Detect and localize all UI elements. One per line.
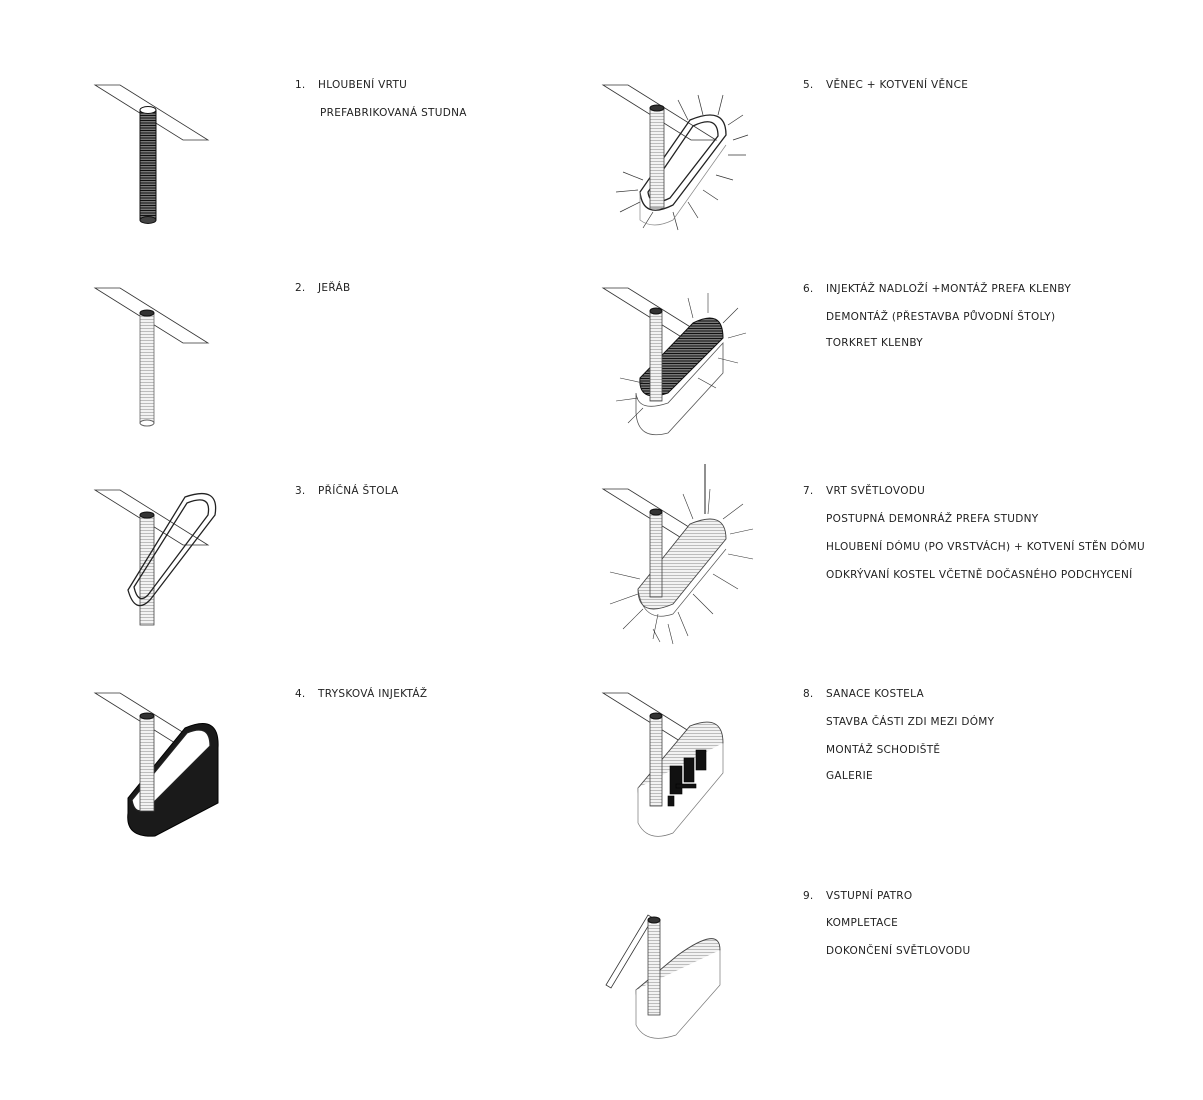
well-shaft [650, 716, 662, 806]
step-8-line-3: MONTÁŽ SCHODIŠTĚ [826, 744, 941, 756]
step-3-line-1: PŘÍČNÁ ŠTOLA [318, 485, 399, 497]
step-1-number: 1. [295, 79, 306, 91]
step-2-line-1: JEŘÁB [318, 282, 351, 294]
well-shaft [140, 716, 154, 811]
step-6-drawing [598, 283, 758, 453]
step-9-line-1: VSTUPNÍ PATRO [826, 890, 913, 902]
step-7-line-2: POSTUPNÁ DEMONRÁŽ PREFA STUDNY [826, 513, 1039, 525]
ring-anchors [616, 95, 748, 230]
step-7-line-3: HLOUBENÍ DÓMU (PO VRSTVÁCH) + KOTVENÍ STĚN DÓMU [826, 541, 1145, 553]
step-7-drawing [598, 464, 768, 654]
step-4-drawing [90, 688, 240, 858]
step-2-drawing [90, 283, 220, 443]
step-7-line-4: ODKRÝVANÍ KOSTEL VČETNĚ DOČASNÉHO PODCHYCENÍ [826, 569, 1133, 581]
step-8-line-2: STAVBA ČÁSTI ZDI MEZI DÓMY [826, 716, 995, 728]
well-shaft [650, 108, 664, 208]
well-shaft [650, 311, 662, 401]
well-shaft [140, 515, 154, 625]
step-3-drawing [90, 485, 240, 645]
step-2-number: 2. [295, 282, 306, 294]
step-1-drawing [90, 80, 220, 240]
step-6-line-2: DEMONTÁŽ (PŘESTAVBA PŮVODNÍ ŠTOLY) [826, 311, 1056, 323]
step-6-number: 6. [803, 283, 814, 295]
step-6-line-1: INJEKTÁŽ NADLOŽÍ +MONTÁŽ PREFA KLENBY [826, 283, 1072, 295]
step-6-line-3: TORKRET KLENBY [826, 337, 924, 349]
step-9-line-3: DOKONČENÍ SVĚTLOVODU [826, 945, 971, 957]
step-5-number: 5. [803, 79, 814, 91]
step-1-line-2: PREFABRIKOVANÁ STUDNA [320, 107, 467, 119]
step-9-number: 9. [803, 890, 814, 902]
step-9-drawing [598, 910, 758, 1060]
step-8-number: 8. [803, 688, 814, 700]
step-7-line-1: VRT SVĚTLOVODU [826, 485, 926, 497]
step-4-number: 4. [295, 688, 306, 700]
well-shaft [140, 313, 154, 423]
well-shaft [648, 920, 660, 1015]
step-9-line-2: KOMPLETACE [826, 917, 899, 929]
step-1-line-1: HLOUBENÍ VRTU [318, 79, 408, 91]
step-5-drawing [598, 80, 758, 250]
step-3-number: 3. [295, 485, 306, 497]
step-7-number: 7. [803, 485, 814, 497]
step-5-line-1: VĚNEC + KOTVENÍ VĚNCE [826, 79, 969, 91]
well-shaft [140, 110, 156, 220]
entrance-ramp [606, 915, 653, 988]
step-4-line-1: TRYSKOVÁ INJEKTÁŽ [318, 688, 428, 700]
step-8-line-1: SANACE KOSTELA [826, 688, 924, 700]
step-8-drawing [598, 688, 758, 858]
step-8-line-4: GALERIE [826, 770, 873, 782]
well-shaft [650, 512, 662, 597]
